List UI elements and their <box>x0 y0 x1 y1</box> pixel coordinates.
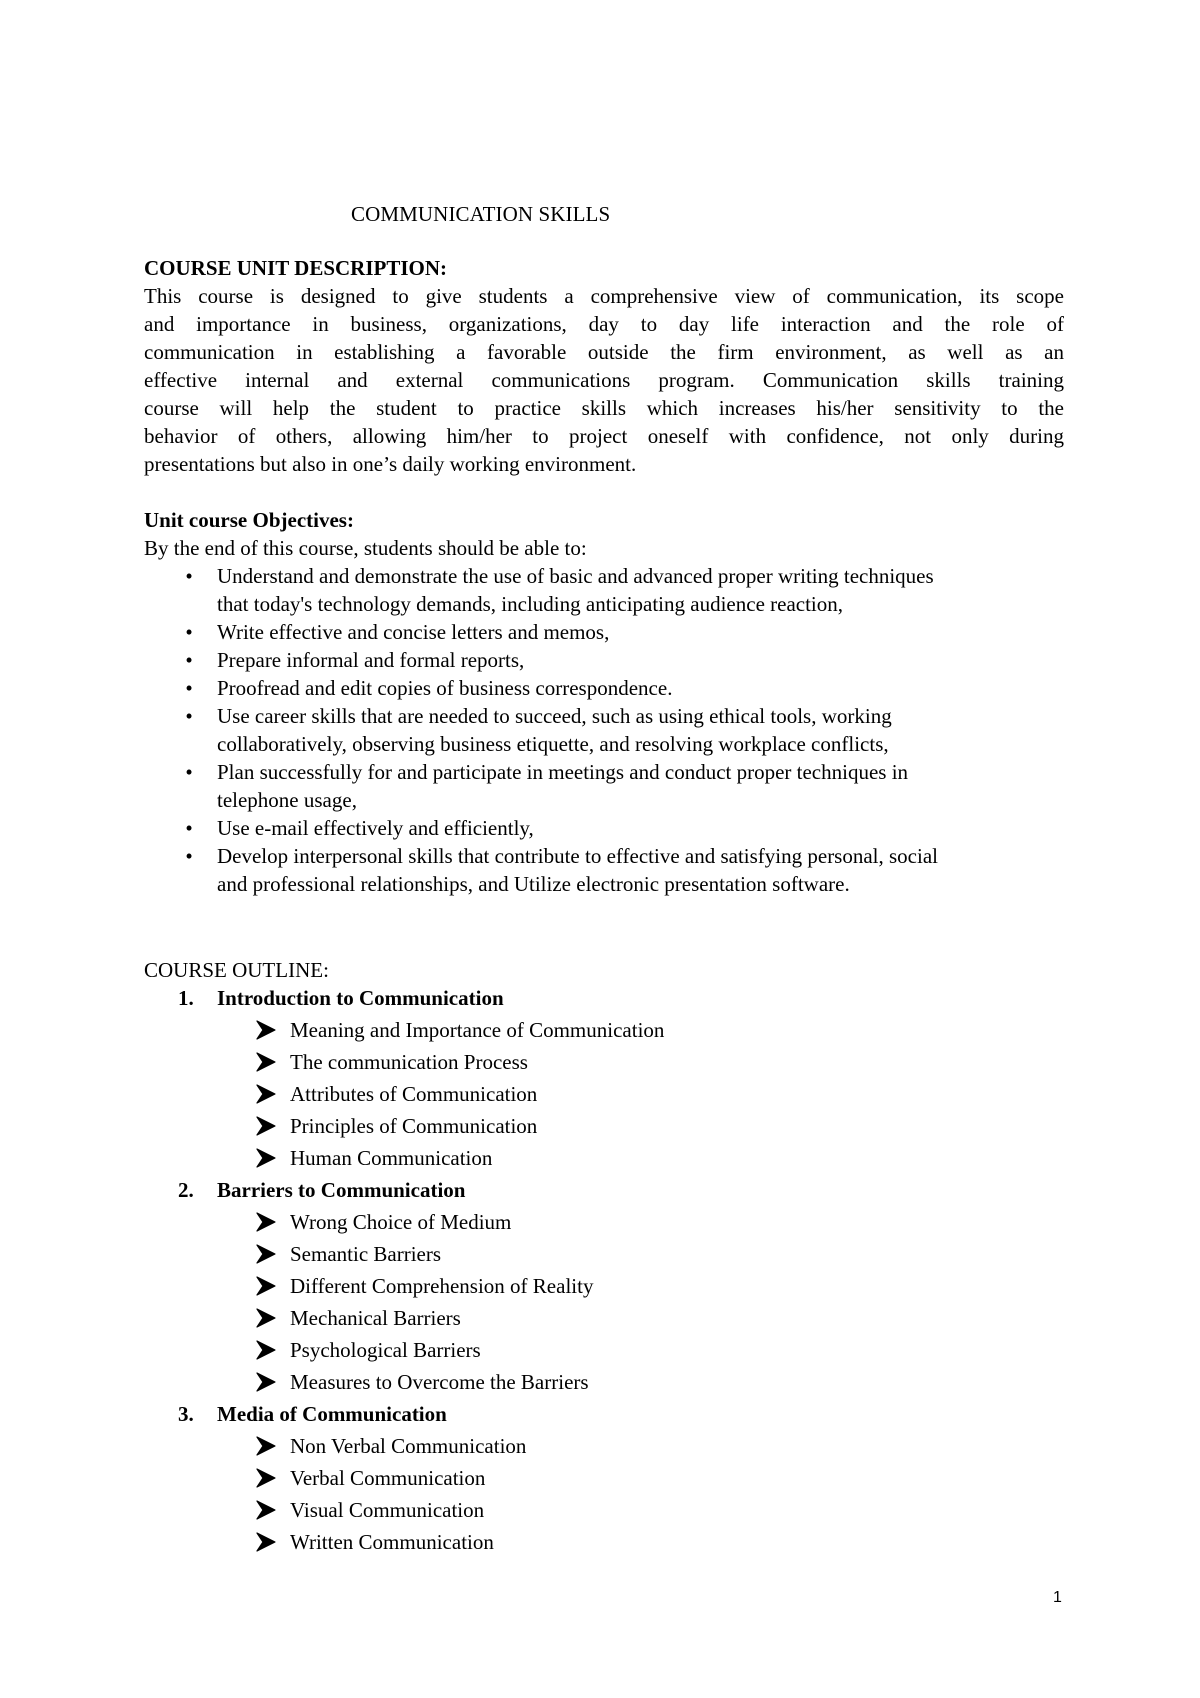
list-item <box>144 1240 1064 1272</box>
document-title: COMMUNICATION SKILLS <box>351 202 611 226</box>
subtopic-label: Written Communication <box>290 1530 494 1554</box>
subtopic-list <box>144 1432 1064 1560</box>
course-description-section <box>144 254 1064 478</box>
arrow-bullet-icon <box>255 1434 277 1458</box>
subtopic-label: Verbal Communication <box>290 1466 486 1490</box>
bullet-icon: • <box>185 676 193 700</box>
outline-list <box>144 984 1064 1560</box>
subtopic-label: Non Verbal Communication <box>290 1434 527 1458</box>
description-line: course will help the student to practice skills which increases his/her sensitivity to the <box>144 396 1064 420</box>
course-outline-section <box>144 956 1064 1560</box>
page-number: 1 <box>1053 1589 1062 1606</box>
subtopic-label: Human Communication <box>290 1146 493 1170</box>
list-item <box>144 814 1064 842</box>
outline-topic <box>144 1176 1064 1400</box>
objectives-list <box>144 562 1064 898</box>
list-item <box>144 1208 1064 1240</box>
objective-line: Proofread and edit copies of business correspondence. <box>217 676 673 700</box>
list-item <box>144 618 1064 646</box>
objective-line: Use career skills that are needed to succeed, such as using ethical tools, working <box>217 704 892 728</box>
list-item <box>144 1048 1064 1080</box>
objectives-heading: Unit course Objectives: <box>144 508 354 532</box>
list-item <box>144 674 1064 702</box>
list-item <box>144 1336 1064 1368</box>
arrow-bullet-icon <box>255 1498 277 1522</box>
objective-line: Plan successfully for and participate in meetings and conduct proper techniques in <box>217 760 909 784</box>
topic-title-row <box>144 1400 1064 1432</box>
outline-heading: COURSE OUTLINE: <box>144 958 329 982</box>
list-item <box>144 1528 1064 1560</box>
topic-title: Barriers to Communication <box>217 1178 466 1202</box>
list-item <box>144 1272 1064 1304</box>
arrow-bullet-icon <box>255 1530 277 1554</box>
topic-number: 2. <box>178 1178 194 1202</box>
subtopic-label: Visual Communication <box>290 1498 485 1522</box>
list-item <box>144 562 1064 618</box>
topic-number: 3. <box>178 1402 194 1426</box>
outline-topic <box>144 984 1064 1176</box>
list-item <box>144 1144 1064 1176</box>
bullet-icon: • <box>185 760 193 784</box>
description-paragraph <box>144 282 1064 478</box>
arrow-bullet-icon <box>255 1082 277 1106</box>
subtopic-label: Mechanical Barriers <box>290 1306 461 1330</box>
subtopic-label: Psychological Barriers <box>290 1338 481 1362</box>
arrow-bullet-icon <box>255 1466 277 1490</box>
arrow-bullet-icon <box>255 1050 277 1074</box>
arrow-bullet-icon <box>255 1306 277 1330</box>
subtopic-label: Different Comprehension of Reality <box>290 1274 594 1298</box>
list-item <box>144 1016 1064 1048</box>
arrow-bullet-icon <box>255 1114 277 1138</box>
list-item <box>144 646 1064 674</box>
list-item <box>144 702 1064 758</box>
arrow-bullet-icon <box>255 1210 277 1234</box>
list-item <box>144 1112 1064 1144</box>
subtopic-label: Meaning and Importance of Communication <box>290 1018 665 1042</box>
arrow-bullet-icon <box>255 1338 277 1362</box>
bullet-icon: • <box>185 648 193 672</box>
objective-line: collaboratively, observing business etiquette, and resolving workplace conflicts, <box>217 732 889 756</box>
description-line: presentations but also in one’s daily working environment. <box>144 452 637 476</box>
list-item <box>144 758 1064 814</box>
bullet-icon: • <box>185 844 193 868</box>
objective-line: Understand and demonstrate the use of basic and advanced proper writing techniques <box>217 564 934 588</box>
objective-line: Prepare informal and formal reports, <box>217 648 525 672</box>
outline-topic <box>144 1400 1064 1560</box>
subtopic-label: Semantic Barriers <box>290 1242 442 1266</box>
topic-title: Introduction to Communication <box>217 986 504 1010</box>
topic-number: 1. <box>178 986 194 1010</box>
arrow-bullet-icon <box>255 1370 277 1394</box>
list-item <box>144 1464 1064 1496</box>
objective-line: Use e-mail effectively and efficiently, <box>217 816 534 840</box>
subtopic-label: Attributes of Communication <box>290 1082 538 1106</box>
description-line: effective internal and external communications program. Communication skills training <box>144 368 1064 392</box>
bullet-icon: • <box>185 564 193 588</box>
list-item <box>144 1080 1064 1112</box>
arrow-bullet-icon <box>255 1018 277 1042</box>
description-line: This course is designed to give students a comprehensive view of communication, its scope <box>144 284 1064 308</box>
list-item <box>144 1432 1064 1464</box>
subtopic-label: The communication Process <box>290 1050 528 1074</box>
bullet-icon: • <box>185 816 193 840</box>
description-line: and importance in business, organizations, day to day life interaction and the role of <box>144 312 1064 336</box>
objectives-section <box>144 506 1064 898</box>
subtopic-list <box>144 1016 1064 1176</box>
topic-title-row <box>144 1176 1064 1208</box>
objective-line: telephone usage, <box>217 788 357 812</box>
arrow-bullet-icon <box>255 1274 277 1298</box>
list-item <box>144 1368 1064 1400</box>
bullet-icon: • <box>185 620 193 644</box>
description-line: behavior of others, allowing him/her to project oneself with confidence, not only during <box>144 424 1064 448</box>
arrow-bullet-icon <box>255 1146 277 1170</box>
objective-line: and professional relationships, and Utilize electronic presentation software. <box>217 872 850 896</box>
subtopic-label: Principles of Communication <box>290 1114 538 1138</box>
description-line: communication in establishing a favorable outside the firm environment, as well as an <box>144 340 1064 364</box>
subtopic-list <box>144 1208 1064 1400</box>
subtopic-label: Wrong Choice of Medium <box>290 1210 512 1234</box>
bullet-icon: • <box>185 704 193 728</box>
list-item <box>144 1304 1064 1336</box>
subtopic-label: Measures to Overcome the Barriers <box>290 1370 589 1394</box>
list-item <box>144 1496 1064 1528</box>
description-heading: COURSE UNIT DESCRIPTION: <box>144 256 448 280</box>
arrow-bullet-icon <box>255 1242 277 1266</box>
objective-line: Develop interpersonal skills that contribute to effective and satisfying personal, social <box>217 844 938 868</box>
objective-line: that today's technology demands, including anticipating audience reaction, <box>217 592 844 616</box>
list-item <box>144 842 1064 898</box>
objective-line: Write effective and concise letters and memos, <box>217 620 610 644</box>
topic-title: Media of Communication <box>217 1402 447 1426</box>
objectives-intro: By the end of this course, students should be able to: <box>144 536 587 560</box>
topic-title-row <box>144 984 1064 1016</box>
